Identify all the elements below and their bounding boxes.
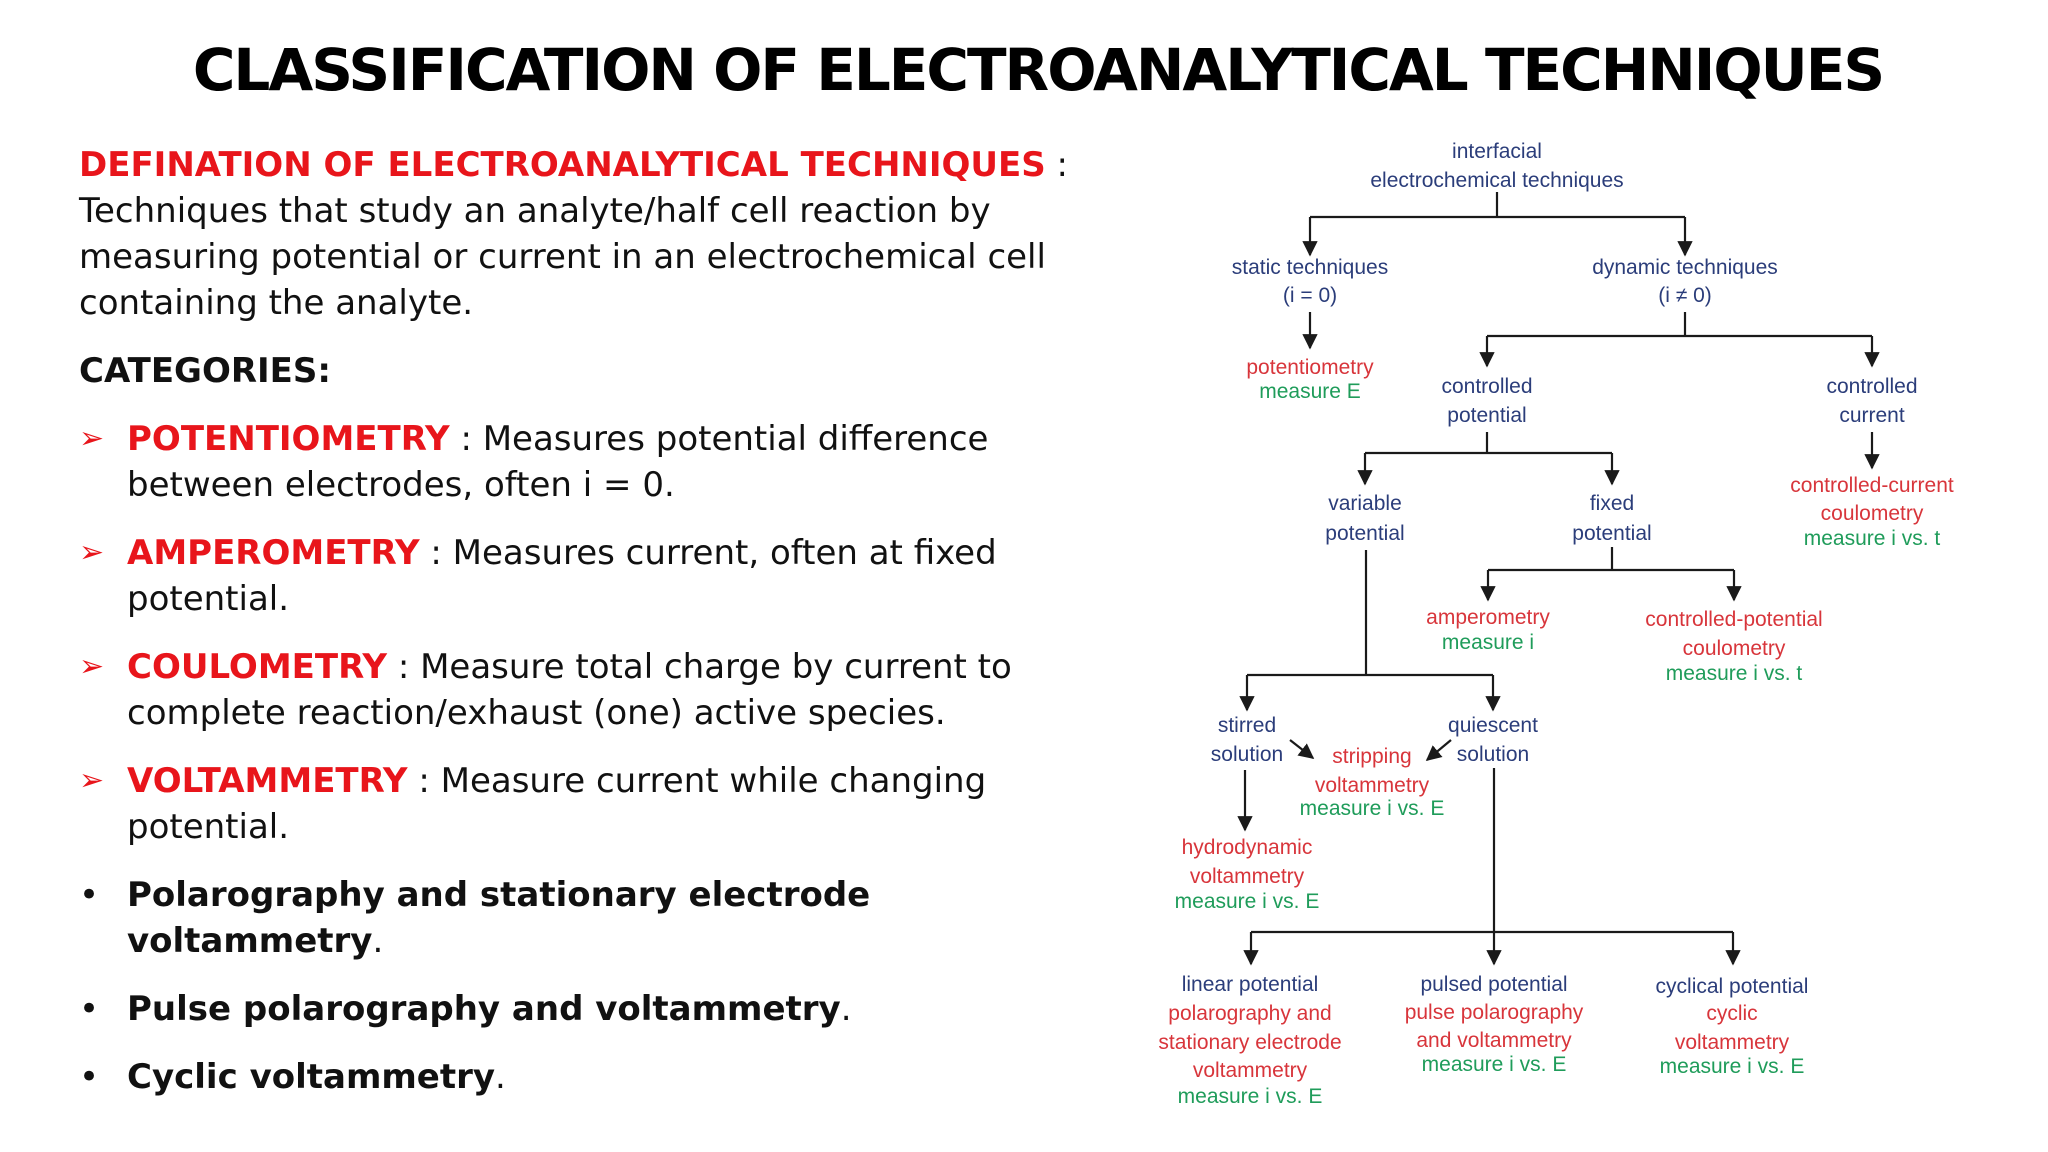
node-variable-line1: variable <box>1328 492 1402 515</box>
bullet-text: Pulse polarography and voltammetry <box>127 989 841 1029</box>
node-variable-line2: potential <box>1325 522 1405 545</box>
node-static-label: static techniques <box>1231 256 1389 279</box>
node-pulsed-line1: pulsed potential <box>1420 973 1568 996</box>
node-stripping-line1: stripping <box>1332 745 1412 768</box>
node-cyclical-measure: measure i vs. E <box>1659 1055 1805 1078</box>
node-cc-coulometry-measure: measure i vs. t <box>1803 527 1941 550</box>
bullet-dot-icon: • <box>79 989 100 1029</box>
node-amperometry-measure: measure i <box>1441 631 1535 654</box>
definition-text: Techniques that study an analyte/half cell reaction by measuring potential or current in an electrochemical cell containing the analyte. <box>79 191 1046 323</box>
node-potentiometry: potentiometry <box>1246 356 1374 379</box>
category-name: AMPEROMETRY <box>127 533 420 573</box>
node-dynamic-label: dynamic techniques <box>1592 256 1778 279</box>
node-pulsed-line3: and voltammetry <box>1416 1029 1572 1052</box>
category-desc: : Measures potential difference between electrodes, often i = 0. <box>127 419 989 505</box>
node-fixed-line2: potential <box>1572 522 1652 545</box>
bullet-item: • Pulse polarography and voltammetry. <box>79 986 1089 1032</box>
node-cp-coulometry-line2: coulometry <box>1682 637 1786 660</box>
node-controlled-potential-line1: controlled <box>1441 375 1533 398</box>
node-stripping-line2: voltammetry <box>1314 774 1430 797</box>
node-controlled-current-line2: current <box>1839 404 1905 427</box>
node-controlled-current-line1: controlled <box>1826 375 1918 398</box>
tree-connectors <box>1245 192 1872 964</box>
node-controlled-potential-line2: potential <box>1447 404 1527 427</box>
bullet-text: Cyclic voltammetry <box>127 1057 496 1097</box>
arrow-bullet-icon: ➢ <box>79 763 105 798</box>
bullet-dot-icon: • <box>79 1057 100 1097</box>
bullet-item: • Cyclic voltammetry. <box>79 1054 1089 1100</box>
node-dynamic-condition: (i ≠ 0) <box>1658 284 1712 307</box>
node-linear-line4: voltammetry <box>1192 1059 1308 1082</box>
category-name: POTENTIOMETRY <box>127 419 450 459</box>
node-static-condition: (i = 0) <box>1282 284 1338 307</box>
node-stripping-measure: measure i vs. E <box>1299 797 1445 820</box>
arrow-bullet-icon: ➢ <box>79 535 105 570</box>
node-pulsed-line2: pulse polarography <box>1404 1001 1584 1024</box>
tree-nodes <box>1158 140 1954 1108</box>
bullet-dot-icon: • <box>79 875 100 915</box>
node-cp-coulometry-measure: measure i vs. t <box>1665 662 1803 685</box>
bullet-text: Polarography and stationary electrode voltammetry <box>127 875 871 961</box>
node-linear-line1: linear potential <box>1181 973 1319 996</box>
category-desc: : Measure total charge by current to complete reaction/exhaust (one) active species. <box>127 647 1012 733</box>
bullet-item: • Polarography and stationary electrode voltammetry. <box>79 872 1089 964</box>
node-cyclical-line3: voltammetry <box>1674 1031 1790 1054</box>
node-quiescent-line1: quiescent <box>1448 714 1538 737</box>
node-linear-line2: polarography and <box>1168 1002 1332 1025</box>
node-cyclical-line1: cyclical potential <box>1655 975 1809 998</box>
category-desc: : Measure current while changing potential. <box>127 761 987 847</box>
node-hydrodynamic-line2: voltammetry <box>1189 865 1305 888</box>
node-pulsed-measure: measure i vs. E <box>1421 1053 1567 1076</box>
arrow-bullet-icon: ➢ <box>79 421 105 456</box>
node-root-line2: electrochemical techniques <box>1370 169 1624 192</box>
node-linear-line3: stationary electrode <box>1158 1031 1342 1054</box>
node-amperometry: amperometry <box>1426 606 1550 629</box>
categories-heading: CATEGORIES: <box>79 351 331 391</box>
node-fixed-line1: fixed <box>1589 492 1635 515</box>
node-quiescent-line2: solution <box>1456 743 1530 766</box>
node-hydrodynamic-measure: measure i vs. E <box>1174 890 1320 913</box>
page-title: CLASSIFICATION OF ELECTROANALYTICAL TECHNIQUES <box>192 36 1884 104</box>
category-desc: : Measures current, often at fixed potential. <box>127 533 997 619</box>
definition-colon: : <box>1045 145 1068 185</box>
node-root-line1: interfacial <box>1452 140 1542 163</box>
node-stirred-line2: solution <box>1210 743 1284 766</box>
node-linear-measure: measure i vs. E <box>1177 1085 1323 1108</box>
node-stirred-line1: stirred <box>1217 714 1277 737</box>
definition-heading: DEFINATION OF ELECTROANALYTICAL TECHNIQUES <box>79 145 1046 185</box>
node-potentiometry-measure: measure E <box>1259 380 1361 403</box>
node-cc-coulometry-line1: controlled-current <box>1790 474 1954 497</box>
category-name: COULOMETRY <box>127 647 388 687</box>
category-name: VOLTAMMETRY <box>127 761 408 801</box>
node-hydrodynamic-line1: hydrodynamic <box>1181 836 1313 859</box>
node-cp-coulometry-line1: controlled-potential <box>1645 608 1823 631</box>
node-cyclical-line2: cyclic <box>1706 1002 1758 1025</box>
node-cc-coulometry-line2: coulometry <box>1820 502 1924 525</box>
arrow-bullet-icon: ➢ <box>79 649 105 684</box>
